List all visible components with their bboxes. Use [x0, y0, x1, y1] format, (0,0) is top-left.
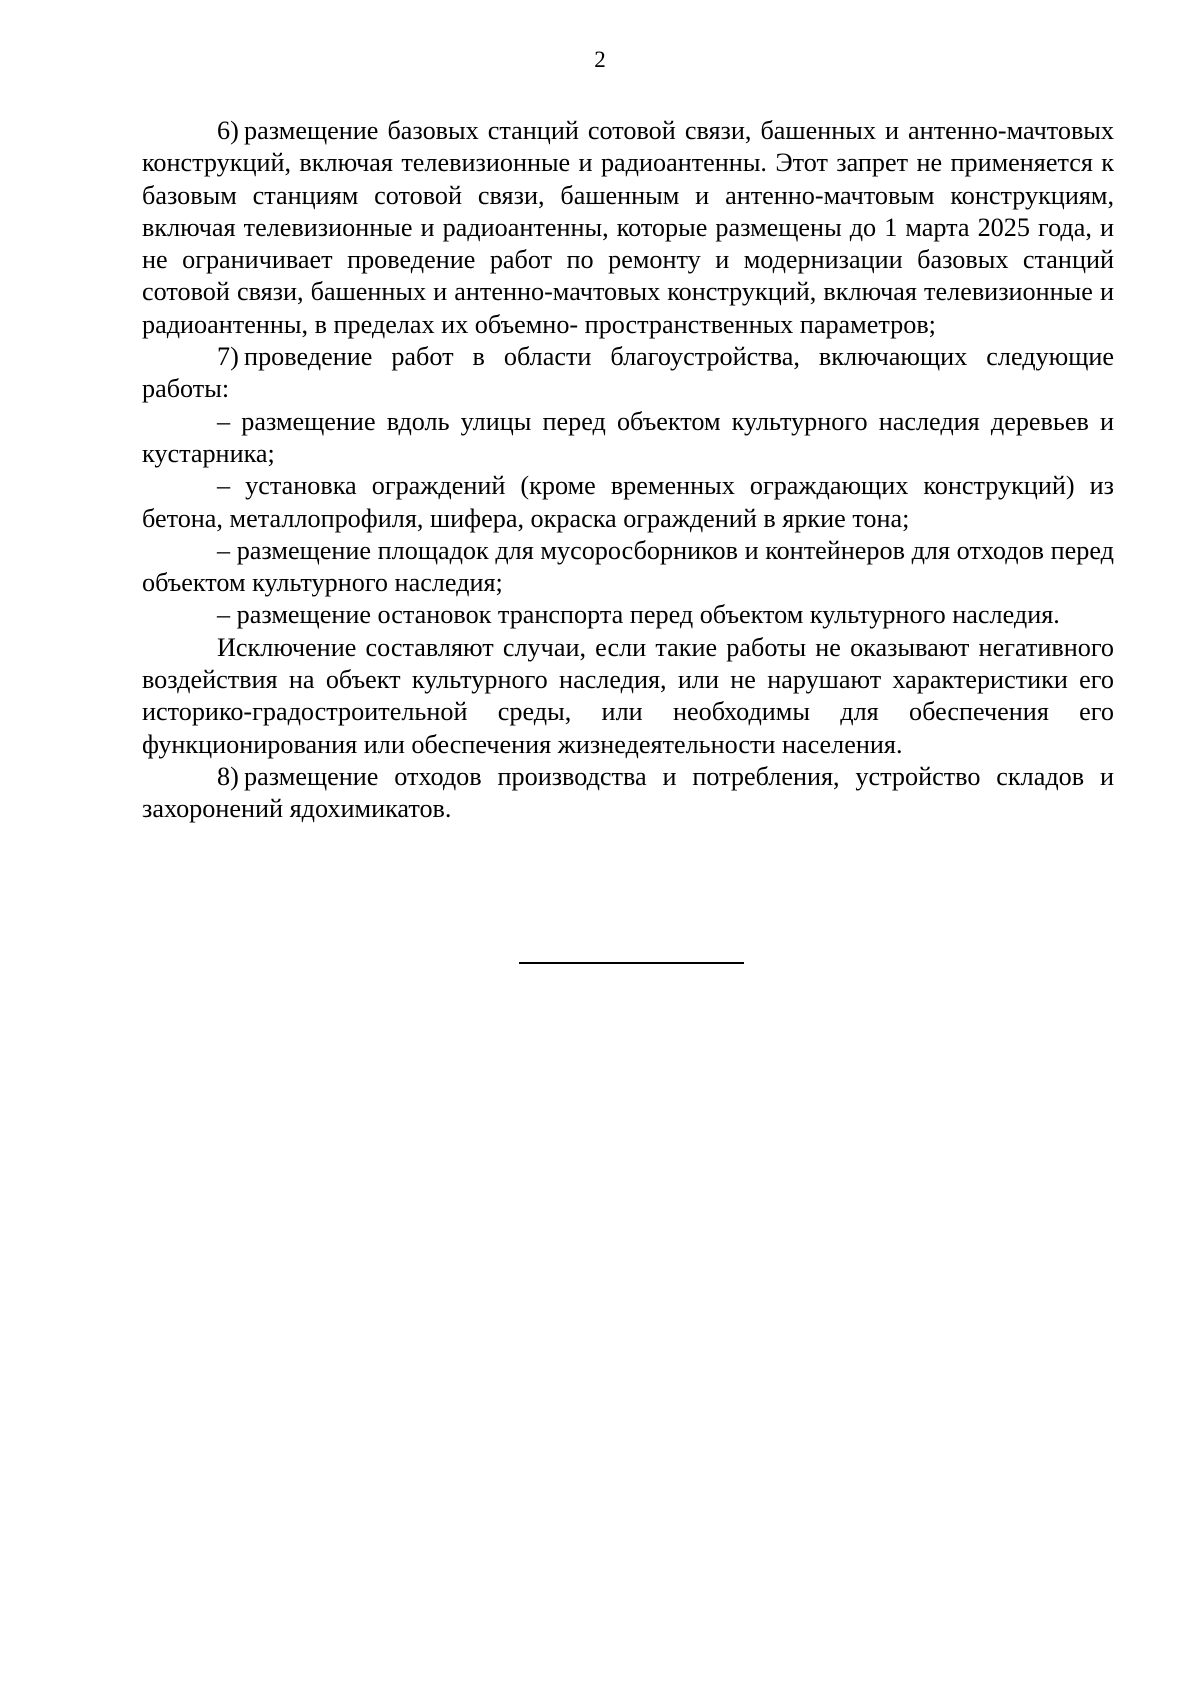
paragraph-exception: Исключение составляют случаи, если такие работы не оказывают негативного воздействия на объект культурного наследия, или не нарушают характеристики его историко-градостроительной среды, или необходимы для обеспечения его функционирования или обеспечения жизнедеятельности населения. [142, 632, 1114, 759]
document-body [142, 115, 1114, 826]
paragraph-dash-waste-sites: – размещение площадок для мусоросборников и контейнеров для отходов перед объектом культурного наследия; [142, 535, 1114, 598]
paragraph-dash-fences: – установка ограждений (кроме временных ограждающих конструкций) из бетона, металлопрофиля, шифера, окраска ограждений в яркие тона; [142, 471, 1114, 533]
paragraph-dash-trees: – размещение вдоль улицы перед объектом культурного наследия деревьев и кустарника; [142, 406, 1114, 468]
page-number: 2 [594, 47, 606, 72]
paragraph-item-8: 8) размещение отходов производства и потребления, устройство складов и захоронений ядохимикатов. [142, 761, 1114, 824]
paragraph-item-7: 7) проведение работ в области благоустройства, включающих следующие работы: [142, 342, 1114, 404]
paragraph-item-6: 6) размещение базовых станций сотовой связи, башенных и антенно-мачтовых конструкций, включая телевизионные и радиоантенны. Этот запрет не применяется к базовым станциям сотовой связи, башенным и антенно-мачтовым конструкциям, включая телевизионные и радиоантенны, которые размещены до 1 марта 2025 года, и не ограничивает проведение работ по ремонту и модернизации базовых станций сотовой связи, башенных и антенно-мачтовых конструкций, включая телевизионные и радиоантенны, в пределах их объемно- пространственных параметров; [142, 116, 1114, 339]
paragraph-dash-transport-stops: – размещение остановок транспорта перед объектом культурного наследия. [217, 600, 1060, 630]
closing-rule [519, 962, 744, 964]
